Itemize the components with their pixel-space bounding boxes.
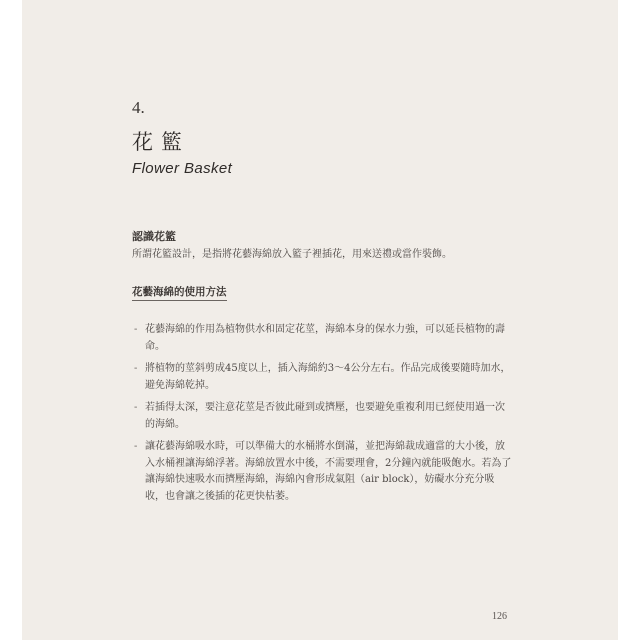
list-item-text: 花藝海綿的作用為植物供水和固定花莖，海綿本身的保水力強，可以延長植物的壽命。 bbox=[145, 324, 505, 352]
list-item-text: 讓花藝海綿吸水時，可以準備大的水桶將水倒滿，並把海綿裁成適當的大小後，放入水桶裡讓海綿浮著。海綿放置水中後，不需要理會，2分鐘內就能吸飽水。若為了讓海綿快速吸水而擠壓海綿，海綿內會形成氣阻（air block），妨礙水分充分吸收，也會讓之後插的花更快枯萎。 bbox=[145, 441, 512, 502]
list-item bbox=[134, 322, 514, 355]
bullet-marker: - bbox=[134, 324, 138, 335]
chapter-title-chinese: 花籃 bbox=[132, 130, 190, 154]
usage-list bbox=[134, 322, 514, 511]
bullet-marker: - bbox=[134, 441, 138, 452]
bullet-marker: - bbox=[134, 402, 138, 413]
list-item bbox=[134, 439, 514, 505]
list-item-text: 若插得太深，要注意花莖是否彼此碰到或擠壓，也要避免重複利用已經使用過一次的海綿。 bbox=[145, 402, 505, 430]
page-number: 126 bbox=[492, 611, 507, 622]
list-item bbox=[134, 361, 514, 394]
book-page bbox=[22, 0, 618, 640]
intro-heading: 認識花籃 bbox=[132, 230, 176, 243]
list-item bbox=[134, 400, 514, 433]
usage-heading: 花藝海綿的使用方法 bbox=[132, 284, 227, 301]
chapter-title-english: Flower Basket bbox=[132, 160, 233, 177]
intro-paragraph: 所謂花籃設計，是指將花藝海綿放入籃子裡插花，用來送禮或當作裝飾。 bbox=[132, 249, 452, 260]
chapter-number: 4. bbox=[132, 98, 145, 117]
bullet-marker: - bbox=[134, 363, 138, 374]
list-item-text: 將植物的莖斜剪成45度以上，插入海綿約3～4公分左右。作品完成後要隨時加水，避免海綿乾掉。 bbox=[145, 363, 511, 391]
